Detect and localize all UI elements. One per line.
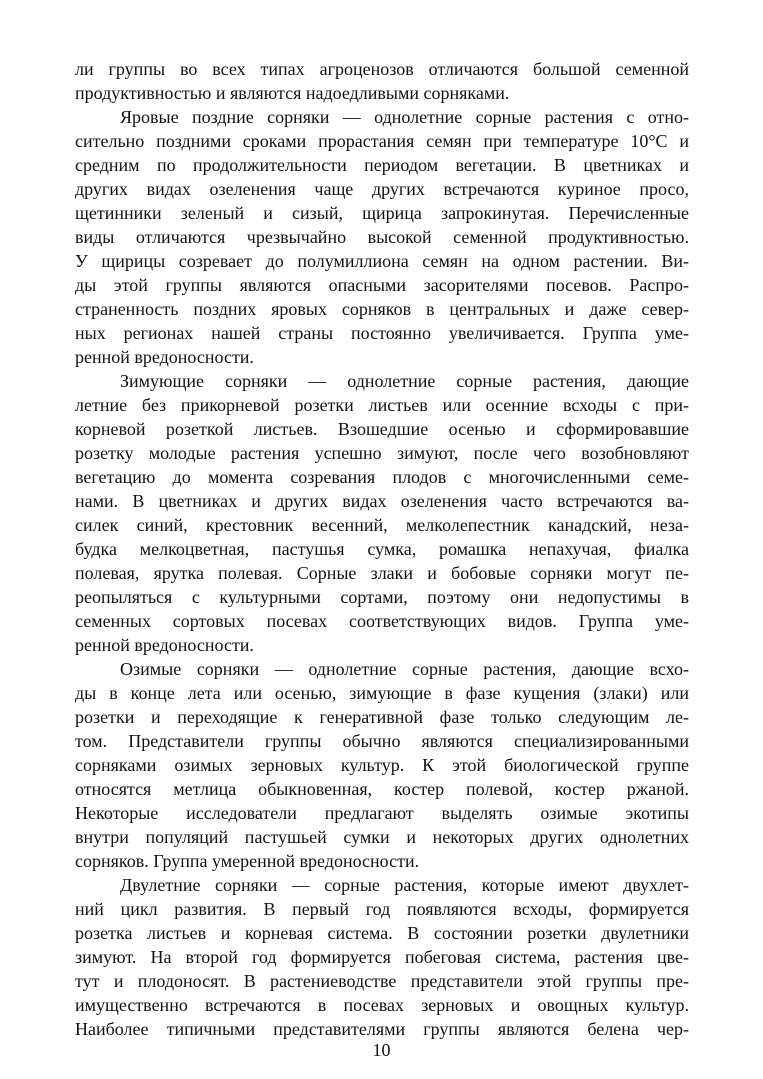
text-line: розетка листьев и корневая система. В состоянии розетки двулетники [75, 923, 689, 943]
text-line: ды этой группы являются опасными засорителями посевов. Распро- [75, 275, 689, 295]
paragraph [75, 105, 689, 369]
paragraph [75, 873, 689, 1041]
text-line: тут и плодоносят. В растениеводстве представители этой группы пре- [75, 971, 689, 991]
text-line: ренной вредоносности. [75, 635, 254, 655]
text-line: внутри популяций пастушьей сумки и некоторых других однолетних [75, 827, 689, 847]
text-line: вегетацию до момента созревания плодов с многочисленными семе- [75, 467, 689, 487]
text-line: средним по продолжительности периодом вегетации. В цветниках и [75, 155, 689, 175]
text-line: полевая, ярутка полевая. Сорные злаки и бобовые сорняки могут пе- [75, 563, 689, 583]
text-line: других видах озеленения чаще других встречаются куриное просо, [75, 179, 689, 199]
text-line: продуктивностью и являются надоедливыми сорняками. [75, 83, 510, 103]
page-body [75, 57, 689, 1041]
text-line: ных регионах нашей страны постоянно увеличивается. Группа уме- [75, 323, 689, 343]
text-line: силек синий, крестовник весенний, мелколепестник канадский, неза- [75, 515, 689, 535]
page-number: 10 [372, 1040, 391, 1060]
text-line: сительно поздними сроками прорастания семян при температуре 10°С и [75, 131, 689, 151]
text-line: розетку молодые растения успешно зимуют, после чего возобновляют [75, 443, 689, 463]
text-line: сорняками озимых зерновых культур. К этой биологической группе [75, 755, 689, 775]
text-line: имущественно встречаются в посевах зерновых и овощных культур. [75, 995, 689, 1015]
text-line: относятся метлица обыкновенная, костер полевой, костер ржаной. [75, 779, 689, 799]
text-line: реопыляться с культурными сортами, поэтому они недопустимы в [75, 587, 689, 607]
paragraph [75, 369, 689, 657]
paragraph [75, 657, 689, 873]
text-line: розетки и переходящие к генеративной фазе только следующим ле- [75, 707, 689, 727]
text-line: Зимующие сорняки — однолетние сорные растения, дающие [120, 371, 689, 391]
text-line: будка мелкоцветная, пастушья сумка, ромашка непахучая, фиалка [75, 539, 689, 559]
text-line: корневой розеткой листьев. Взошедшие осенью и сформировавшие [75, 419, 689, 439]
text-line: Яровые поздние сорняки — однолетние сорные растения с отно- [120, 107, 689, 127]
text-line: виды отличаются чрезвычайно высокой семенной продуктивностью. [75, 227, 689, 247]
paragraph [75, 57, 689, 105]
text-line: щетинники зеленый и сизый, щирица запрокинутая. Перечисленные [75, 203, 689, 223]
text-line: сорняков. Группа умеренной вредоносности. [75, 851, 420, 871]
text-line: У щирицы созревает до полумиллиона семян на одном растении. Ви- [75, 251, 689, 271]
text-line: Некоторые исследователи предлагают выделять озимые экотипы [75, 803, 689, 823]
text-line: ли группы во всех типах агроценозов отличаются большой семенной [75, 59, 689, 79]
text-line: ренной вредоносности. [75, 347, 254, 367]
text-line: нами. В цветниках и других видах озеленения часто встречаются ва- [75, 491, 689, 511]
text-line: Озимые сорняки — однолетние сорные растения, дающие всхо- [120, 659, 689, 679]
text-line: летние без прикорневой розетки листьев или осенние всходы с при- [75, 395, 689, 415]
text-line: ний цикл развития. В первый год появляются всходы, формируется [75, 899, 689, 919]
text-line: том. Представители группы обычно являются специализированными [75, 731, 689, 751]
text-line: Двулетние сорняки — сорные растения, которые имеют двухлет- [120, 875, 689, 895]
text-line: ды в конце лета или осенью, зимующие в фазе кущения (злаки) или [75, 683, 689, 703]
text-line: Наиболее типичными представителями группы являются белена чер- [75, 1019, 689, 1039]
text-line: семенных сортовых посевах соответствующих видов. Группа уме- [75, 611, 689, 631]
text-line: зимуют. На второй год формируется побеговая система, растения цве- [75, 947, 689, 967]
text-line: страненность поздних яровых сорняков в центральных и даже север- [75, 299, 689, 319]
